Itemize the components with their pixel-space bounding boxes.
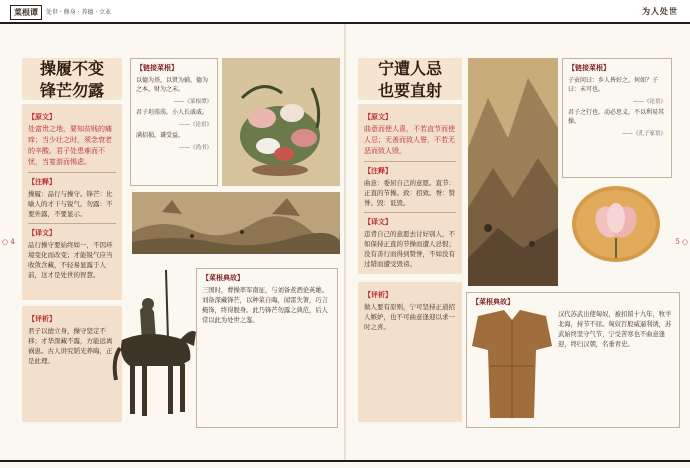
left-link-head: 【链接菜根】 <box>136 63 178 72</box>
landscape-scroll-painting <box>132 192 340 254</box>
link-quote: 君子坦荡荡，小人长戚戚。 <box>136 109 209 116</box>
flower-painting-art <box>222 58 340 186</box>
right-page-marker: 5 ○ <box>675 238 688 246</box>
brand-subtitle: 处世 · 修身 · 养德 · 立业 <box>46 9 112 16</box>
left-comment-panel <box>22 306 122 422</box>
right-text-panel <box>358 104 462 274</box>
lotus-art <box>568 184 664 264</box>
left-original-text: 处富贵之地，要知贫贱的痛痒；当少壮之时，须念衰老的辛酸。君子处患难而不忧，当宴游而惕虑。 <box>28 125 112 166</box>
bottom-rule <box>0 460 690 462</box>
left-title-block <box>22 58 122 100</box>
link-cite: ——《菜根谭》 <box>173 99 212 105</box>
right-comment-text: 做人要有原则，宁可坚持正道招人嫉妒，也不可曲意逢迎以求一时之喜。 <box>364 303 455 331</box>
divider <box>28 172 116 173</box>
divider <box>28 223 116 224</box>
mountain-art <box>468 58 558 286</box>
right-story-head: 【菜根典故】 <box>472 297 514 306</box>
page-gutter <box>344 24 346 460</box>
right-link-head: 【链接菜根】 <box>568 63 610 72</box>
lotus-round-painting <box>568 184 664 264</box>
left-story-box <box>196 268 338 428</box>
left-comment-label: 【评析】 <box>28 314 56 323</box>
link-quote: 子贡问曰：乡人皆好之，何如？子曰：未可也。 <box>568 77 659 93</box>
link-cite: ——《尚书》 <box>178 145 212 151</box>
robe-art <box>470 306 554 424</box>
left-notes-text: 操履：品行与操守。锋芒：比喻人的才干与锐气。勿露：不要外露，不要显示。 <box>28 190 113 218</box>
link-quote: 以德为基，以贤为辅，德为之本，财为之末。 <box>136 77 209 93</box>
mountain-landscape-painting <box>468 58 558 286</box>
right-title-line-1: 宁遭人忌 <box>377 59 442 78</box>
left-link-box <box>130 58 218 186</box>
left-notes-label: 【注释】 <box>28 177 56 186</box>
flower-painting <box>222 58 340 186</box>
right-story-text: 汉代苏武出使匈奴，被扣留十九年，牧羊北海，持节不屈。匈奴百般威逼利诱，苏武始终坚守气节，宁受苦寒也不曲意逢迎，终归汉朝，名垂青史。 <box>558 311 672 348</box>
chapter-label: 为人处世 <box>642 6 678 16</box>
brand-label: 菜根谭 <box>10 5 42 20</box>
ancient-robe-artifact <box>470 306 554 424</box>
right-translation-label: 【译文】 <box>364 217 392 226</box>
left-translation-label: 【译文】 <box>28 228 56 237</box>
right-translation-text: 违背自己的意愿去讨好别人，不如保持正直的节操而遭人忌恨；没有善行而得到赞誉，不如没有过错而遭受毁谤。 <box>364 230 455 268</box>
link-quote: 君子之行也，动必思义，不以利易其操。 <box>568 109 665 125</box>
top-bar-left <box>0 0 345 24</box>
bronze-horse-statue <box>110 270 204 430</box>
link-cite: ——《孔子家语》 <box>621 131 666 137</box>
right-comment-label: 【评析】 <box>364 290 392 299</box>
divider <box>364 161 456 162</box>
left-original-label: 【原文】 <box>28 112 56 121</box>
divider <box>364 212 456 213</box>
left-title-line-2: 锋芒勿露 <box>39 81 104 100</box>
left-translation-text: 品行操守要始终如一，不因环境变化而改变；才能锐气应当收敛含藏，不轻易显露于人前，这才是处世的智慧。 <box>28 241 113 279</box>
link-cite: ——《论语》 <box>178 122 212 128</box>
left-title-line-1: 操履不变 <box>39 59 104 78</box>
horse-statue-art <box>110 270 204 430</box>
left-page-marker: ○ 4 <box>2 238 15 246</box>
right-notes-label: 【注释】 <box>364 166 392 175</box>
right-notes-text: 曲意：委屈自己的意愿。直节：正直的节操。致：招致。誉：赞誉。毁：诋毁。 <box>364 179 455 207</box>
right-original-label: 【原文】 <box>364 112 392 121</box>
top-bar-right <box>345 0 690 24</box>
left-text-panel <box>22 104 122 300</box>
landscape-art <box>132 192 340 254</box>
right-comment-panel <box>358 282 462 422</box>
right-title-line-2: 也要直射 <box>377 81 442 100</box>
left-comment-text: 君子以德立身，操守坚定不移；才华深藏不露，方能远离祸患。古人讲究韬光养晦，正是此理。 <box>28 327 113 365</box>
link-quote: 满招损，谦受益。 <box>136 132 185 139</box>
link-cite: ——《论语》 <box>632 99 666 105</box>
right-title-block <box>358 58 462 100</box>
right-original-text: 曲意而使人喜，不若直节而使人忌；无善而致人誉，不若无恶而致人毁。 <box>364 125 455 155</box>
left-story-head: 【菜根典故】 <box>202 273 244 282</box>
right-link-box <box>562 58 672 178</box>
left-story-text: 三国时，曹操率军南征，与刘备煮酒论英雄。刘备深藏锋芒，以种菜自晦，闻雷失箸，巧言掩饰，终得脱身。此乃锋芒勿露之典范，后人常以此为处世之鉴。 <box>202 287 328 324</box>
